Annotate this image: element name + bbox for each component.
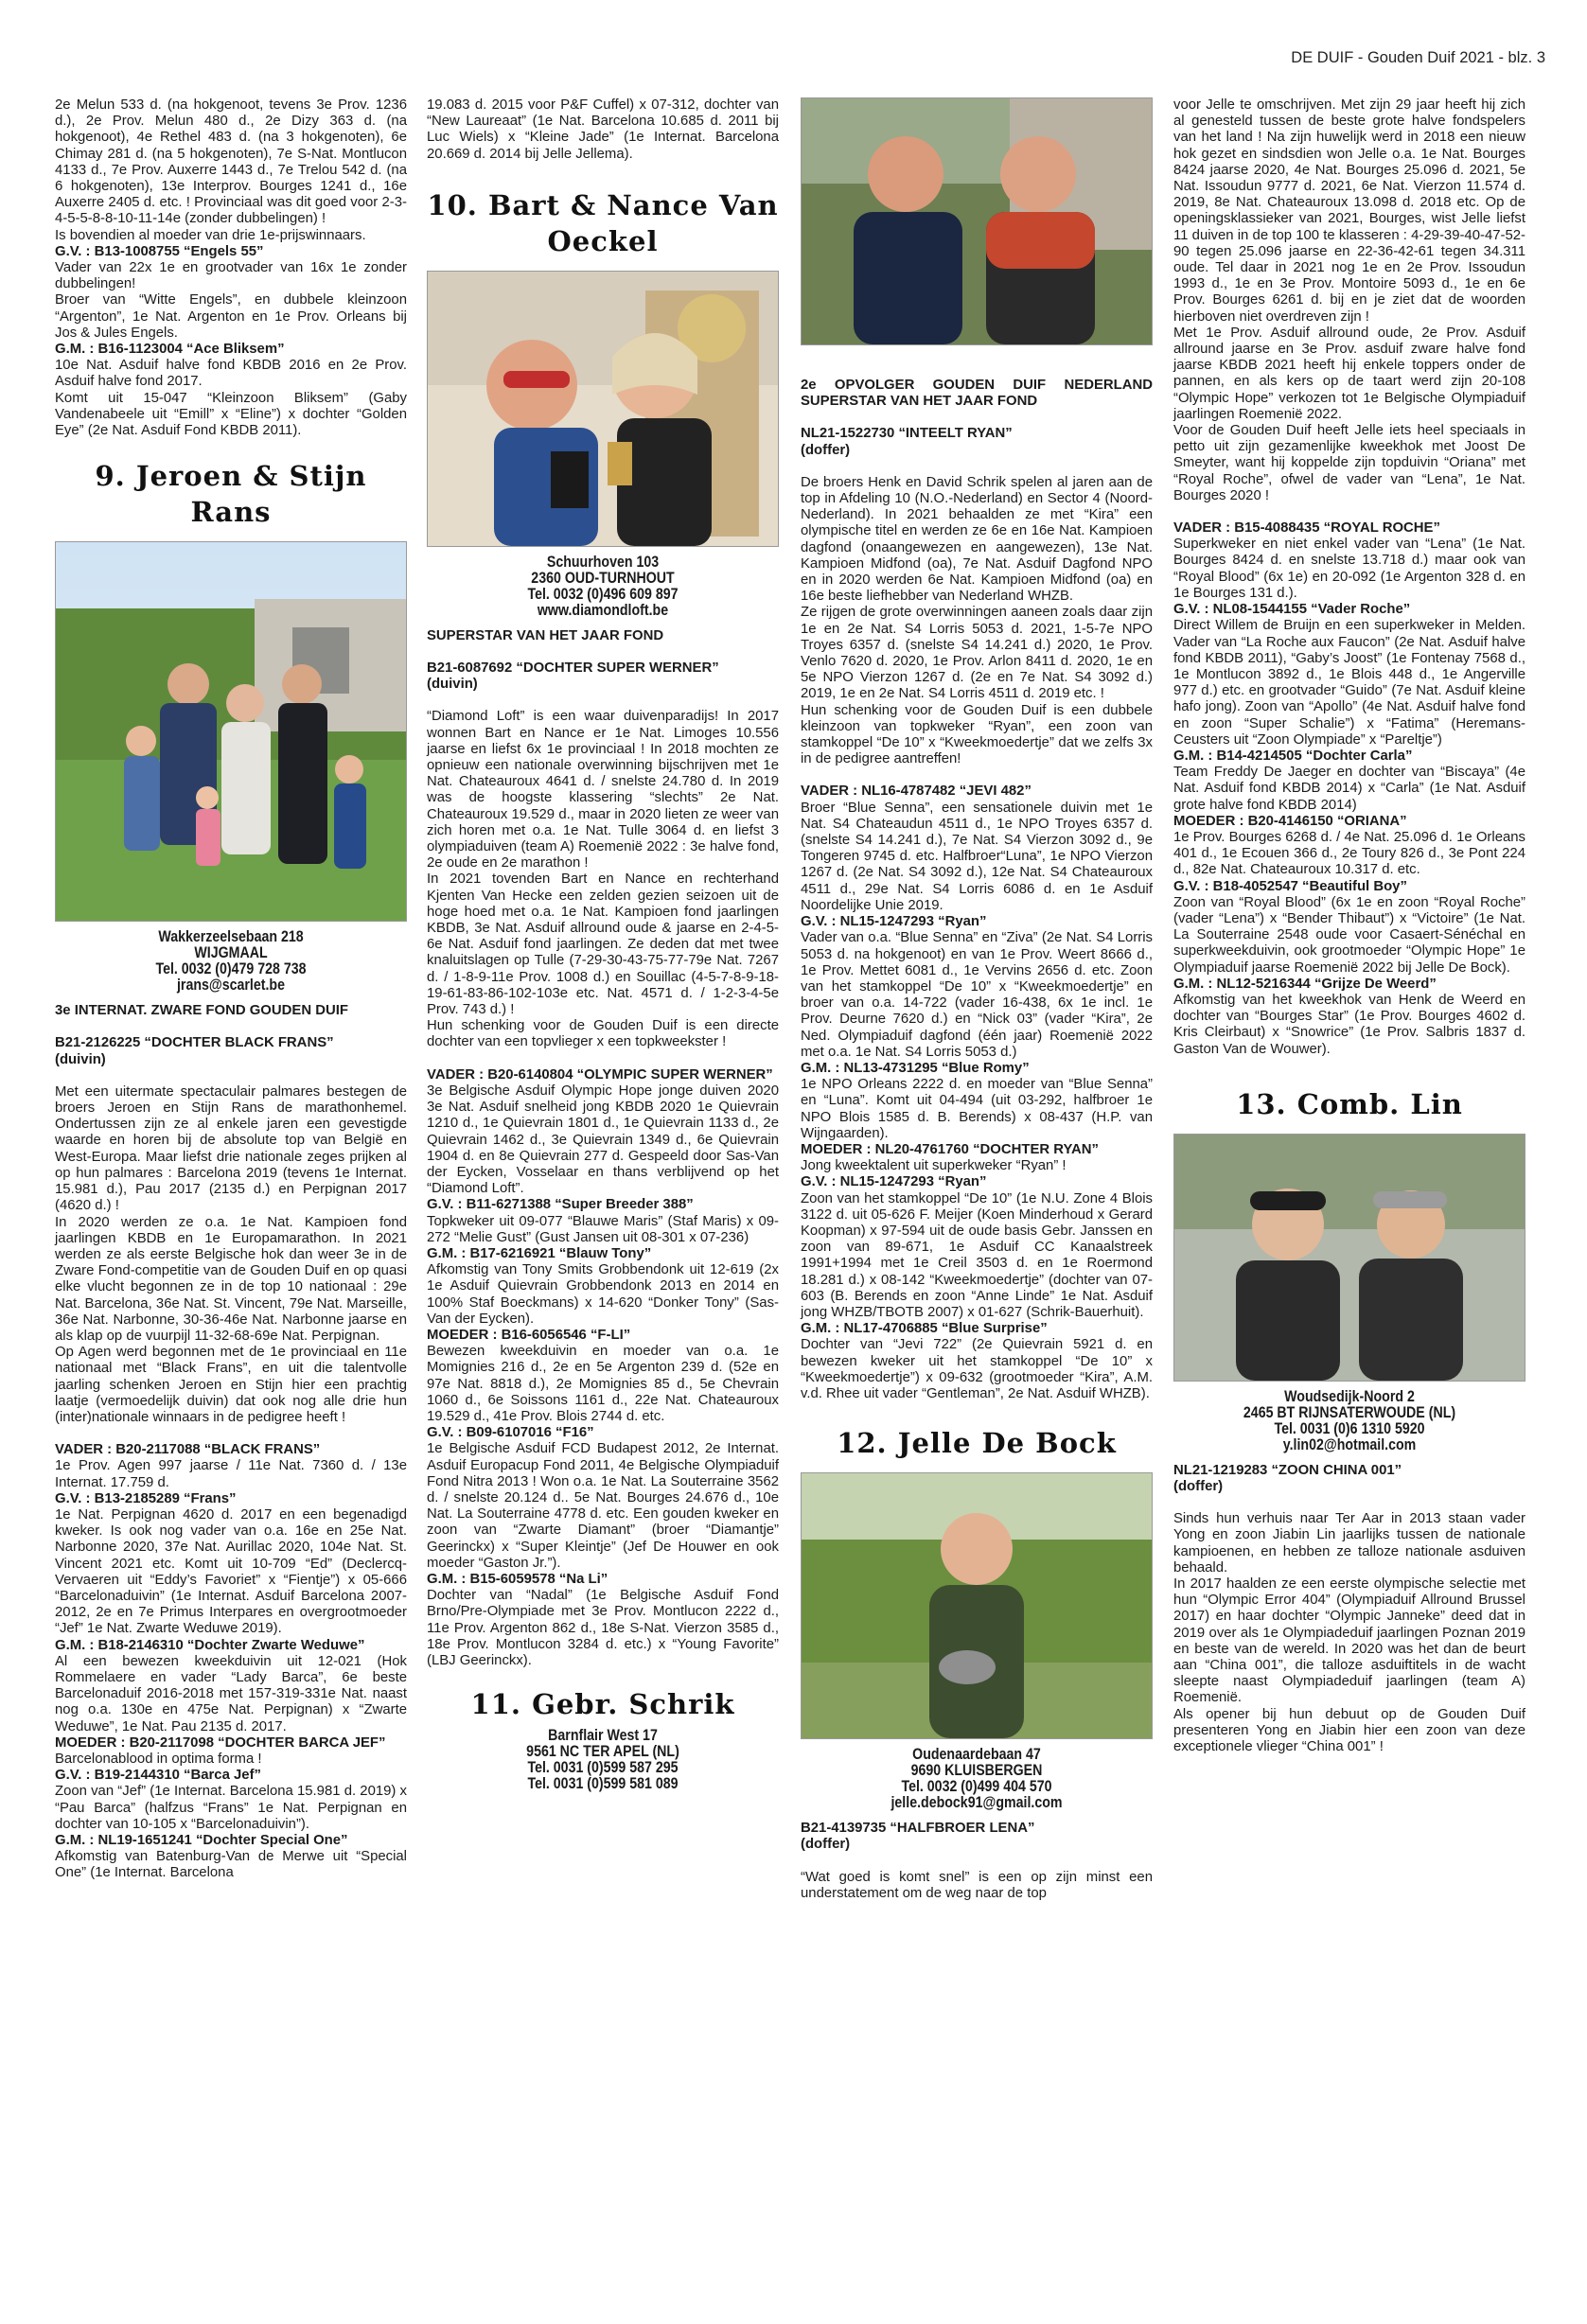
address-rans	[79, 929, 382, 994]
pigeon-sex: (doffer)	[1173, 1478, 1224, 1494]
vader-line: VADER : B15-4088435 “ROYAL ROCHE”	[1173, 520, 1440, 537]
email[interactable]: y.lin02@hotmail.com	[1282, 1435, 1417, 1453]
paragraph: Afkomstig van Tony Smits Grobbendonk uit 12-619 (2x 1e Asduif Quievrain Grobbendonk 2013 en 2014 en 100% Staf Boeckmans) x 14-620 “Donker Tony” (Sas-Van der Eycken).	[427, 1262, 779, 1327]
pigeon-sex: (doffer)	[801, 1837, 851, 1853]
rans-photo-illustration	[56, 542, 407, 921]
photo-schrik-brothers	[801, 97, 1153, 345]
paragraph: “Diamond Loft” is een waar duivenparadijs! In 2017 wonnen Bart en Nance er 1e Nat. Limoges 10.556 jaarse en liefst 6x 1e provinciaal ! In 2018 mochten ze opnieuw een nationale overwinning bijschrijven met 1e Nat. Chateauroux 4641 d. / snelste 24.780 d. In 2019 was de hoogste klassering “slechts” 2e Nat. Chateauroux 19.529 d., maar in 2020 lieten ze weer van zich horen met o.a. 1e Nat. Tulle 3064 d. en liefst 3 olympiaduiven (team A) Roemenië 2022 : 3e halve fond, 2e oude en 2e marathon !	[427, 709, 779, 872]
website[interactable]: www.diamondloft.be	[537, 601, 669, 619]
gv-line: G.V. : B13-2185289 “Frans”	[55, 1490, 237, 1506]
pigeon-sex: (duivin)	[427, 677, 478, 693]
gv-line: G.V. : B13-1008755 “Engels 55”	[55, 243, 264, 259]
gm-line: G.M. : B16-1123004 “Ace Bliksem”	[55, 342, 285, 358]
gm-line: G.M. : NL12-5216344 “Grijze De Weerd”	[1173, 976, 1437, 992]
paragraph: In 2021 tovenden Bart en Nance en rechterhand Kjenten Van Hecke een zelden gezien seizoen uit de hoge hoed met o.a. 1e Nat. Kampioen fond jaarlingen KBDB, 3e Nat. Asduif allround oude & jaarse en 2-4-5-6e Nat. Asduif fond jaarlingen. Ze deden dat met twee knaluitslagen op Tulle (7-29-30-43-75-77-79e Nat. 7267 d. / 1-8-9-11e Prov. 1008 d.) en Souillac (4-5-7-8-9-18-19-61-83-86-102-103e etc. Nat. 4571 d. / 1-2-3-4-5e Prov. 743 d.) !	[427, 872, 779, 1018]
address-van-oeckel	[451, 555, 754, 619]
town: 9690 KLUISBERGEN	[910, 1762, 1043, 1780]
gv-line: G.V. : NL15-1247293 “Ryan”	[801, 1174, 987, 1190]
column-4	[1173, 97, 1525, 1755]
lin-photo-illustration	[1174, 1135, 1525, 1381]
moeder-line: MOEDER : B20-4146150 “ORIANA”	[1173, 813, 1407, 829]
street: Oudenaardebaan 47	[912, 1746, 1041, 1764]
paragraph: Superkweker en niet enkel vader van “Lena” (1e Nat. Bourges 8424 d. en snelste 13.718 d.) maar ook van “Royal Blood” (6x 1e) en 20-092 (1e Argenton 328 d. en 1e Bourges 131 d.).	[1173, 537, 1525, 601]
pigeon-name: B21-6087692 “DOCHTER SUPER WERNER”	[427, 660, 719, 677]
section-title-rans: 9. Jeroen & Stijn Rans	[95, 460, 367, 529]
gv-line: G.V. : B11-6271388 “Super Breeder 388”	[427, 1197, 694, 1213]
award-line: SUPERSTAR VAN HET JAAR FOND	[427, 627, 664, 643]
paragraph: 10e Nat. Asduif halve fond KBDB 2016 en 2e Prov. Asduif halve fond 2017.	[55, 358, 407, 390]
paragraph: Op Agen werd begonnen met de 1e provinciaal en 11e nationaal met “Black Frans”, en uit die talentvolle jaarling schenken Jeroen en Stijn hier een prachtig laatje (vermoedelijk duivin) dat ook nog alle drie hun (inter)nationale winnaars in de pedigree heeft !	[55, 1345, 407, 1425]
email[interactable]: jrans@scarlet.be	[176, 977, 286, 995]
paragraph: Met 1e Prov. Asduif allround oude, 2e Prov. Asduif allround jaarse en 3e Prov. asduif zware halve fond jaarse KBDB 2021 heeft hij enkele toppers onder de pannen, en als kers op de taart werd zijn 20-108 “Olympic Hope” verkozen tot 1e Belgische Olympiaduif jaarlingen Roemenië 2022.	[1173, 325, 1525, 422]
street: Wakkerzeelsebaan 218	[158, 928, 304, 946]
paragraph: 1e Belgische Asduif FCD Budapest 2012, 2e Internat. Asduif Europacup Fond 2011, 4e Belgische Olympiaduif Fond Nitra 2013 ! Won o.a. 1e Nat. La Souterraine 3562 d. / snelste 20.124 d.. 5e Nat. Bourges 24.676 d., 10e Nat. La Souterraine 4778 d. etc. Een gouden kweker en zoon van “Zwarte Diamant” (broer “Diamantje” Geerinckx) x “Super Kleintje” (Jef De Houwer en ook moeder “Gaston Jr.”).	[427, 1441, 779, 1571]
street: Barnflair West 17	[548, 1727, 658, 1745]
paragraph: voor Jelle te omschrijven. Met zijn 29 jaar heeft hij zich al genesteld tussen de beste grote halve fondspelers van het land ! Na zijn huwelijk werd in 2018 een nieuw hok gezet en sindsdien won Jelle o.a. 1e Nat. Bourges 8424 jaarse 2020, 4e Nat. Bourges 25.096 d. 2021, 5e Nat. Issoudun 9777 d. 2021, 6e Nat. Vierzon 11.574 d. 2019, 8e Nat. Chateauroux 13.098 d. 2018 etc. Op de openingsklassieker van 2021, Bourges, wist Jelle liefst 11 duiven in de top 100 te klasseren : 4-29-39-40-47-52-90 tegen 25.096 jaarse en 22-36-42-61 tegen 34.311 oude. Tel daar in 2021 nog 1e en 2e Prov. Issoudun 1993 d., 1e en 3e Prov. Montoire 5093 d., 1e en 6e Prov. Bourges 6261 d. bij en je ziet dat de woorden hierboven niet overdreven zijn !	[1173, 97, 1525, 325]
address-de-bock	[825, 1747, 1128, 1811]
paragraph: Zoon van “Royal Blood” (6x 1e en zoon “Royal Roche” (vader “Lena”) x “Bender Thibaut”) x “Victoire” (1e Nat. La Souterraine 2548 oude voor Casaert-Sénéchal en superkweekduivin, ook grootmoeder “Olympic Hope” 1e Olympiaduif jaarse Roemenië 2022 bij Jelle De Bock).	[1173, 894, 1525, 976]
pigeon-sex: (doffer)	[801, 442, 851, 458]
paragraph: Hun schenking voor de Gouden Duif is een dubbele kleinzoon van topkweker “Ryan”, een zoon van stamkoppel “De 10” x “Kweekmoedertje” dat we zelfs 3x in de pedigree aantreffen!	[801, 702, 1153, 767]
paragraph: Komt uit 15-047 “Kleinzoon Bliksem” (Gaby Vandenabeele uit “Emill” x “Eline”) x dochter “Golden Eye” (2e Nat. Asduif Fond KBDB 2011).	[55, 390, 407, 439]
pigeon-name: NL21-1219283 “ZOON CHINA 001”	[1173, 1462, 1402, 1478]
street: Woudsedijk-Noord 2	[1284, 1387, 1415, 1405]
photo-comb-lin	[1173, 1134, 1525, 1382]
gm-line: G.M. : B18-2146310 “Dochter Zwarte Weduwe”	[55, 1637, 365, 1653]
gm-line: G.M. : B17-6216921 “Blauw Tony”	[427, 1245, 652, 1261]
phone: Tel. 0032 (0)496 609 897	[527, 585, 679, 603]
paragraph: 3e Belgische Asduif Olympic Hope jonge duiven 2020 3e Nat. Asduif snelheid jong KBDB 2020 1e Quievrain 1210 d., 1e Quievrain 1801 d., 1e Quievrain 1133 d., 2e Quievrain 1462 d., 3e Quievrain 1349 d., 6e Quievrain 1904 d. en 8e Quievrain 277 d. Gespeeld door Sas-Van der Eycken, Vosselaar en thans verblijvend op het “Diamond Loft”.	[427, 1083, 779, 1197]
paragraph: Zoon van “Jef” (1e Internat. Barcelona 15.981 d. 2019) x “Pau Barca” (halfzus “Frans” 1e Nat. Perpignan en dochter van 10-105 x “Barcelonaduivin”).	[55, 1784, 407, 1832]
de-bock-photo-illustration	[802, 1473, 1153, 1738]
phone: Tel. 0032 (0)479 728 738	[155, 960, 307, 978]
paragraph: Sinds hun verhuis naar Ter Aar in 2013 staan vader Yong en zoon Jiabin Lin jaarlijks tussen de nationale kampioenen, en hebben ze talloze nationale asduiven behaald.	[1173, 1511, 1525, 1576]
paragraph: De broers Henk en David Schrik spelen al jaren aan de top in Afdeling 10 (N.O.-Nederland) en Sector 4 (Noord-Nederland). In 2021 behaalden ze met “Kira” een olympische titel en werden ze 6e en 16e Nat. Kampioen dagfond (onaangewezen en aangewezen), 13e Nat. Kampioen Midfond (oa), 7e Nat. Asduif Dagfond NPO en in 2020 werden 6e Nat. Kampioen Midfond (oa) en 16e beste liefhebber van Nederland WHZB.	[801, 474, 1153, 605]
award-line: 3e INTERNAT. ZWARE FOND GOUDEN DUIF	[55, 1003, 348, 1019]
section-title-lin: 13. Comb. Lin	[1236, 1087, 1463, 1120]
schrik-photo-illustration	[802, 98, 1153, 344]
paragraph: Topkweker uit 09-077 “Blauwe Maris” (Staf Maris) x 09-272 “Melie Gust” (Gust Jansen uit 08-301 x 07-236)	[427, 1213, 779, 1245]
pigeon-name: B21-4139735 “HALFBROER LENA”	[801, 1821, 1035, 1837]
photo-rans-family	[55, 541, 407, 922]
paragraph: Voor de Gouden Duif heeft Jelle iets heel speciaals in petto uit zijn gezamenlijke kweekhok met Joost De Smeyter, want hij koppelde zijn topduivin “Oriana” met “Royal Roche”, ofwel de vader van “Lena”, 1e Nat. Bourges 2020 !	[1173, 423, 1525, 503]
column-3	[801, 97, 1153, 1902]
paragraph: Afkomstig van het kweekhok van Henk de Weerd en dochter van “Bourges Star” (1e Prov. Bourges 4602 d. Kris Cleirbaut) x “Snowrice” (1e Prov. Salbris 1837 d. Gaston Van de Wouwer).	[1173, 992, 1525, 1057]
column-2	[427, 97, 779, 1802]
town: 9561 NC TER APEL (NL)	[526, 1743, 679, 1761]
paragraph: Is bovendien al moeder van drie 1e-prijswinnaars.	[55, 227, 366, 243]
paragraph: Jong kweektalent uit superkweker “Ryan” !	[801, 1158, 1067, 1174]
paragraph: Hun schenking voor de Gouden Duif is een directe dochter van een topvlieger x een topkweekster !	[427, 1018, 779, 1050]
gm-line: G.M. : NL19-1651241 “Dochter Special One”	[55, 1833, 348, 1849]
paragraph: 1e NPO Orleans 2222 d. en moeder van “Blue Senna” en “Luna”. Komt uit 04-494 (uit 03-292, halfbroer 1e NPO Blois 1585 d. B. Berends) x 08-437 (H.P. van Wijngaarden).	[801, 1077, 1153, 1141]
gm-line: G.M. : NL13-4731295 “Blue Romy”	[801, 1060, 1030, 1076]
gv-line: G.V. : B19-2144310 “Barca Jef”	[55, 1768, 261, 1784]
running-head: DE DUIF - Gouden Duif 2021 - blz. 3	[1291, 49, 1545, 66]
town: 2465 BT RIJNSATERWOUDE (NL)	[1243, 1403, 1456, 1421]
town: 2360 OUD-TURNHOUT	[531, 569, 675, 587]
gv-line: G.V. : NL15-1247293 “Ryan”	[801, 914, 987, 930]
vader-line: VADER : B20-6140804 “OLYMPIC SUPER WERNER”	[427, 1066, 773, 1083]
paragraph: Broer van “Witte Engels”, en dubbele kleinzoon “Argenton”, 1e Nat. Argenton en 1e Prov. Orleans bij Jos & Jules Engels.	[55, 292, 407, 341]
paragraph: Broer “Blue Senna”, een sensationele duivin met 1e Nat. S4 Chateaudun 4511 d., 1e NPO Troyes 6357 d. (snelste S4 14.241 d.), 7e Nat. S4 Vierzon 3092 d., 9e Tongeren 9745 d. etc. Halfbroer“Luna”, 1e NPO Vierzon 1267 d. (2e Nat. S4 3092 d.), 12e Nat. S4 Chateauroux 4511 d., 29e Nat. S4 Lorris 6086 d. en 1e Asduif Noordelijke Unie 2019.	[801, 800, 1153, 913]
gv-line: G.V. : B18-4052547 “Beautiful Boy”	[1173, 878, 1407, 894]
paragraph: Vader van 22x 1e en grootvader van 16x 1e zonder dubbelingen!	[55, 260, 407, 292]
vader-line: VADER : NL16-4787482 “JEVI 482”	[801, 783, 1032, 800]
gv-line: G.V. : NL08-1544155 “Vader Roche”	[1173, 602, 1411, 618]
paragraph: 1e Nat. Perpignan 4620 d. 2017 en een begenadigd kweker. Is ook nog vader van o.a. 16e en 25e Nat. Narbonne 2020, 37e Nat. Aurillac 2020, 104e Nat. St. Vincent 2021 etc. Komt uit 10-709 “Ed” (Declercq-Vervaeren uit “Eddy’s Favoriet” x “Fientje”) x 05-666 “Barcelonaduivin” (1e Internat. Asduif Barcelona 2007-2012, 2e en 7e Primus Interpares en overgrootmoeder “Jef” 1e Nat. Zwarte Weduwe 2019).	[55, 1506, 407, 1637]
award-line: 2e OPVOLGER GOUDEN DUIF NEDERLAND SUPERSTAR VAN HET JAAR FOND	[801, 378, 1153, 410]
section-title-van-oeckel: 10. Bart & Nance Van Oeckel	[427, 188, 779, 257]
paragraph: 1e Prov. Bourges 6268 d. / 4e Nat. 25.096 d. 1e Orleans 401 d., 1e Ecouen 366 d., 2e Toury 826 d., 3e Pont 224 d., 82e Nat. Chateauroux 10.317 d. etc.	[1173, 829, 1525, 878]
section-title-schrik: 11. Gebr. Schrik	[470, 1688, 735, 1721]
paragraph: In 2020 werden ze o.a. 1e Nat. Kampioen fond jaarlingen KBDB en 1e Europamarathon. In 2021 werden ze als eerste Belgische hok dan weer 3e in de Zware Fond-competitie van de Gouden Duif en op quasi elke vlucht begonnen ze in de top 10 nationaal : 29e Nat. Barcelona, 36e Nat. St. Vincent, 79e Nat. Marseille, 36e Nat. Narbonne, 30-36-46e Nat. Narbonne jaarse en als klap op de vuurpijl 11-32-68-69e Nat. Perpignan.	[55, 1214, 407, 1344]
gm-line: G.M. : B14-4214505 “Dochter Carla”	[1173, 748, 1413, 764]
gm-line: G.M. : NL17-4706885 “Blue Surprise”	[801, 1321, 1048, 1337]
paragraph: Zoon van het stamkoppel “De 10” (1e N.U. Zone 4 Blois 3122 d. uit 05-626 F. Meijer (Koen Minderhoud x Gerard Koopman) x 97-594 uit de oude basis Gebr. Janssen en zoon van 89-671, 1e Asduif CC Kanaalstreek 1991+1994 met 1e Creil 3503 d. en 1e Roermond 18.281 d.) x 08-142 “Kweekmoedertje” (dochter van 07-603 (B. Berends en zoon “Anne Linde” 1e Nat. Asduif jong WHZB/TBOTB 2007) x 01-627 (Schrik-Bauerhuit).	[801, 1190, 1153, 1320]
paragraph: In 2017 haalden ze een eerste olympische selectie met hun “Olympic Error 404” (Olympiaduif Allround Brussel 2017) en haar dochter “Olympic Janneke” deed dat in 2019 over als 1e Olympiadeduif jaarlingen Poznan 2019 en beste van de wereld. In 2020 was het dan de beurt aan “China 001”, die talloze asduiftitels in de wacht sleepte naast Olympiadeduif jaarlingen (team A) Roemenië.	[1173, 1576, 1525, 1706]
moeder-line: MOEDER : B16-6056546 “F-LI”	[427, 1327, 631, 1343]
paragraph: Team Freddy De Jaeger en dochter van “Biscaya” (4e Nat. Asduif fond KBDB 2014) x “Carla” (1e Nat. Asduif grote halve fond KBDB 2014)	[1173, 765, 1525, 813]
email[interactable]: jelle.debock91@gmail.com	[890, 1794, 1063, 1812]
pigeon-name: B21-2126225 “DOCHTER BLACK FRANS”	[55, 1035, 334, 1051]
gv-line: G.V. : B09-6107016 “F16”	[427, 1425, 594, 1441]
paragraph: Vader van o.a. “Blue Senna” en “Ziva” (2e Nat. S4 Lorris 5053 d. na hokgenoot) en van 1e Prov. Weert 8666 d., 1e Prov. Mettet 6081 d., 1e Vervins 2656 d. etc. Zoon van het stamkoppel “De 10” x “Kweekmoedertje” en broer van o.a. 14-722 (vader 16-438, 6x 1e incl. 1e Prov. Deurne 7620 d.) en “Nick 03” (vader “Kira”, 2e Ned. Olympiaduif dagfond (één jaar) Roemenië 2022 met o.a. 1e Nat. S4 Lorris 5053 d.)	[801, 930, 1153, 1060]
van-oeckel-photo-illustration	[428, 272, 779, 546]
paragraph: Al een bewezen kweekduivin uit 12-021 (Hok Rommelaere en vader “Lady Barca”, 6e beste Barcelonaduif 2016-2018 met 157-319-331e Nat. naast nog o.a. 130e en 475e Nat. Perpignan) x “Zwarte Weduwe”, 1e Nat. Pau 2135 d. 2017.	[55, 1653, 407, 1734]
town: WIJGMAAL	[194, 944, 268, 962]
paragraph: “Wat goed is komt snel” is een op zijn minst een understatement om de weg naar de top	[801, 1869, 1153, 1901]
column-1	[55, 97, 407, 1882]
phone: Tel. 0032 (0)499 404 570	[901, 1778, 1052, 1796]
phone: Tel. 0031 (0)599 587 295	[527, 1759, 679, 1777]
paragraph: Direct Willem de Bruijn en een superkweker in Melden. Vader van “La Roche aux Faucon” (2e Nat. Asduif halve fond KBDB 2011), “Gaby’s Joost” (1e Fontenay 7568 d., 1e Montlucon 3892 d., 1e Blois 448 d., 1e Angerville 977 d.) etc. en grootvader “Guido” (7e Nat. Asduif kleine hafo jong). Zoon van “Apollo” (4e Nat. Asduif halve fond en zoon “Super Schalie”) x “Fatima” (Heremans-Ceusters uit “Zoon Olympiade” x “Pareltje”)	[1173, 618, 1525, 748]
moeder-line: MOEDER : B20-2117098 “DOCHTER BARCA JEF”	[55, 1734, 386, 1751]
section-title-de-bock: 12. Jelle De Bock	[837, 1427, 1117, 1460]
paragraph: Dochter van “Jevi 722” (2e Quievrain 5921 d. en bewezen kweker uit het stamkoppel “De 10” x “Kweekmoedertje”) x 09-632 (grootmoeder “Kira”, A.M. v.d. Rhee uit vader “Gentleman”, 2e Nat. Asduif WHZB).	[801, 1337, 1153, 1401]
paragraph: Afkomstig van Batenburg-Van de Merwe uit “Special One” (1e Internat. Barcelona	[55, 1849, 407, 1881]
photo-van-oeckel	[427, 271, 779, 547]
vader-line: VADER : B20-2117088 “BLACK FRANS”	[55, 1442, 321, 1458]
moeder-line: MOEDER : NL20-4761760 “DOCHTER RYAN”	[801, 1141, 1099, 1157]
paragraph: 2e Melun 533 d. (na hokgenoot, tevens 3e Prov. 1236 d.), 2e Prov. Melun 480 d., 2e Dizy 363 d. (na hokgenoot), 4e Rethel 483 d. (na 3 hokgenoten), 6e Chimay 281 d. (na 5 hokgenoten), 7e S-Nat. Montlucon 4133 d., 7e Prov. Auxerre 1443 d., 7e Trelou 542 d. (na 6 hokgenoten), 13e Interprov. Bourges 1241 d., 16e Auxerre 2405 d. etc. ! Provinciaal was dit goed voor 2-3-4-5-5-8-8-10-11-14e (zonder dubbelingen) !	[55, 97, 407, 227]
gm-line: G.M. : B15-6059578 “Na Li”	[427, 1571, 608, 1587]
photo-jelle-de-bock	[801, 1472, 1153, 1739]
phone: Tel. 0031 (0)6 1310 5920	[1274, 1419, 1425, 1437]
street: Schuurhoven 103	[546, 553, 660, 571]
paragraph: Dochter van “Nadal” (1e Belgische Asduif Fond Brno/Pre-Olympiade met 3e Prov. Montlucon 2222 d., 11e Prov. Argenton 862 d., 18e S-Nat. Vierzon 3585 d., 18e Prov. Montlucon 3284 d. etc.) x “Young Favorite” (LBJ Geerinckx).	[427, 1588, 779, 1668]
address-schrik	[451, 1728, 754, 1792]
paragraph: Barcelonablood in optima forma !	[55, 1752, 262, 1767]
paragraph: 1e Prov. Agen 997 jaarse / 11e Nat. 7360 d. / 13e Internat. 17.759 d.	[55, 1458, 407, 1490]
address-lin	[1198, 1389, 1501, 1453]
paragraph: Bewezen kweekduivin en moeder van o.a. 1e Momignies 216 d., 2e en 5e Argenton 239 d. (52e en 97e Nat. 8818 d.), 2e Momignies 85 d., 5e Chevrain 1060 d., 6e Soissons 1161 d., 22e Nat. Chateauroux 19.529 d., 41e Prov. Blois 2744 d. etc.	[427, 1344, 779, 1424]
paragraph: 19.083 d. 2015 voor P&F Cuffel) x 07-312, dochter van “New Laureaat” (1e Nat. Barcelona 10.685 d. 2011 bij Luc Wiels) x “Kleine Jade” (1e Internat. Barcelona 20.669 d. 2014 bij Jelle Jellema).	[427, 97, 779, 162]
paragraph: Als opener bij hun debuut op de Gouden Duif presenteren Yong en Jiabin hier een zoon van deze exceptionele vlieger “China 001” !	[1173, 1706, 1525, 1755]
paragraph: Met een uitermate spectaculair palmares bestegen de broers Jeroen en Stijn Rans de marathonhemel. Ondertussen zijn ze al enkele jaren een gevestigde waarde en horen bij de absolute top van België en West-Europa. Maar liefst drie nationale zeges prijken al op hun palmares : Barcelona 2019 (tevens 1e Internat. 15.981 d.), Pau 2017 (2135 d.) en Perpignan 2017 (4620 d.) !	[55, 1083, 407, 1214]
phone-2: Tel. 0031 (0)599 581 089	[527, 1775, 679, 1793]
pigeon-sex: (duivin)	[55, 1051, 106, 1067]
paragraph: Ze rijgen de grote overwinningen aaneen zoals daar zijn 1e en 2e Nat. S4 Lorris 5053 d. 2021, 1-5-7e NPO Troyes 6357 d. (snelste S4 14.241 d.) 2020, 1e Prov. Venlo 7620 d. 2020, 1e Prov. Arlon 8411 d. 2020, 1e en 5e NPO Vierzon 1267 d. (2e en 7e Nat. S4 3092 d.) 2019, 1e en 2e Nat. S4 Lorris 4511 d. 2019 etc. !	[801, 605, 1153, 702]
pigeon-name: NL21-1522730 “INTEELT RYAN”	[801, 426, 1013, 442]
